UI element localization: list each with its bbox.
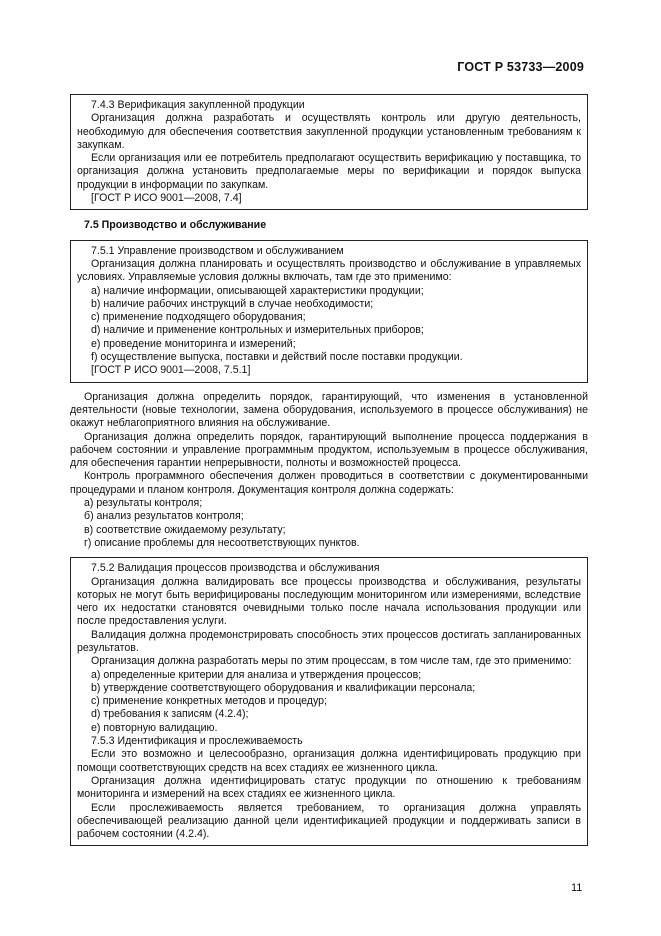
list-item: b) наличие рабочих инструкций в случае необходимости; (91, 297, 374, 310)
body-text (70, 391, 588, 551)
paragraph: Организация должна разработать меры по этим процессам, в том числе там, где это применимо: (91, 655, 572, 668)
paragraph: Контроль программного обеспечения должен проводиться в соответствии с документированными процедурами и планом контроля. Документация контроля должна содержать: (70, 470, 588, 496)
section-heading: 7.5 Производство и обслуживание (84, 219, 267, 232)
clause-title: 7.5.2 Валидация процессов производства и обслуживания (91, 562, 380, 575)
paragraph: Организация должна идентифицировать статус продукции по отношению к требованиям мониторинга и измерений на всех стадиях ее жизненного цикла. (77, 774, 581, 801)
paragraph: Организация должна планировать и осуществлять производство и обслуживание в управляемых условиях. Управляемые условия должны включать, там где это применимо: (77, 257, 581, 284)
list-item: а) результаты контроля; (84, 497, 203, 510)
list-item: d) наличие и применение контрольных и измерительных приборов; (91, 324, 424, 337)
list-item: c) применение подходящего оборудования; (91, 311, 306, 324)
paragraph: Если организация или ее потребитель предполагают осуществить верификацию у поставщика, то организация должна установить предполагаемые меры по верификации и порядок выпуска продукции в информации по закупкам. (77, 152, 581, 191)
quote-box-7-4-3 (70, 94, 588, 210)
list-item: г) описание проблемы для несоответствующих пунктов. (84, 536, 360, 549)
list-item: б) анализ результатов контроля; (84, 510, 244, 523)
paragraph: Валидация должна продемонстрировать способность этих процессов достигать запланированных результатов. (77, 628, 581, 654)
list-item: а) определенные критерии для анализа и утверждения процессов; (91, 668, 422, 681)
clause-title: 7.5.1 Управление производством и обслуживанием (91, 244, 344, 257)
reference: [ГОСТ Р ИСО 9001—2008, 7.5.1] (91, 364, 251, 377)
spacer (70, 383, 588, 391)
list-item: d) требования к записям (4.2.4); (91, 708, 249, 721)
document-header: ГОСТ Р 53733—2009 (457, 60, 584, 74)
list-item: e) проведение мониторинга и измерений; (91, 337, 296, 350)
list-item: c) применение конкретных методов и процедур; (91, 695, 327, 708)
page-content (70, 94, 588, 846)
paragraph: Если прослеживаемость является требованием, то организация должна управлять обеспечивающей реализацию данной цели идентификацией продукции и поддерживать записи в рабочем состоянии (4.2.4). (77, 801, 581, 841)
clause-title: 7.4.3 Верификация закупленной продукции (91, 99, 305, 111)
clause-title: 7.5.3 Идентификация и прослеживаемость (91, 735, 303, 748)
paragraph: Организация должна валидировать все процессы производства и обслуживания, результаты которых не могут быть верифицированы последующим мониторингом или измерениями, вследствие чего их недостатки становятся очевидными только после начала использования продукции или после предоставления услуги. (77, 575, 581, 628)
spacer (70, 550, 588, 557)
reference: [ГОСТ Р ИСО 9001—2008, 7.4] (91, 192, 242, 205)
page-number: 11 (571, 882, 583, 894)
list-item: а) наличие информации, описывающей характеристики продукции; (91, 284, 424, 297)
paragraph: Если это возможно и целесообразно, организация должна идентифицировать продукцию при помощи соответствующих средств на всех стадиях ее жизненного цикла. (77, 748, 581, 774)
paragraph: Организация должна разработать и осуществлять контроль или другую деятельность, необходимую для обеспечения соответствия закупленной продукции установленным требованиям к закупкам. (77, 112, 581, 151)
quote-box-7-5-1 (70, 240, 588, 383)
list-item: в) соответствие ожидаемому результату; (84, 523, 286, 536)
list-item: b) утверждение соответствующего оборудования и квалификации персонала; (91, 681, 476, 694)
paragraph: Организация должна определить порядок, гарантирующий, что изменения в установленной деятельности (новые технологии, замена оборудования, используемого в процессе обслуживания) не окажут неблагоприятного влияния на обслуживание. (70, 390, 588, 430)
paragraph: Организация должна определить порядок, гарантирующий выполнение процесса поддержания в рабочем состоянии и управление программным продуктом, используемым в процессе обслуживания, для обеспечения гарантии непрерывности, полноты и возможностей процесса. (70, 430, 588, 470)
list-item: f) осуществление выпуска, поставки и действий после поставки продукции. (91, 351, 463, 364)
list-item: e) повторную валидацию. (91, 721, 218, 734)
quote-box-7-5-2 (70, 557, 588, 846)
